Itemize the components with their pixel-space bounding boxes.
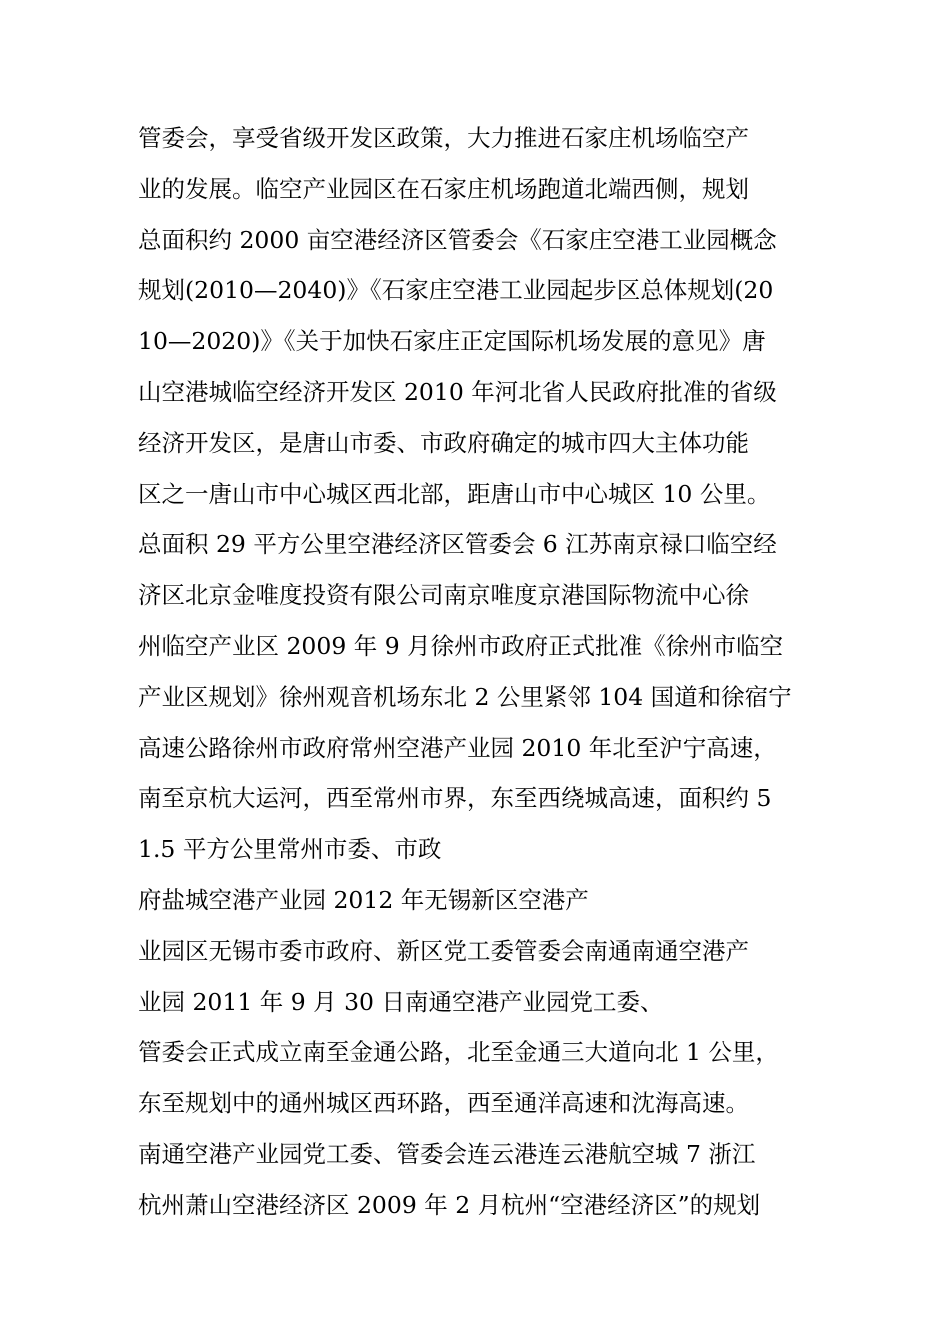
text-line: 南通空港产业园党工委、管委会连云港连云港航空城 7 浙江 (138, 1139, 756, 1168)
text-line: 业园区无锡市委市政府、新区党工委管委会南通南通空港产 (138, 936, 749, 965)
document-body (138, 113, 828, 1231)
text-line: 南至京杭大运河，西至常州市界，东至西绕城高速，面积约 5 (138, 784, 772, 813)
text-line: 经济开发区，是唐山市委、市政府确定的城市四大主体功能 (138, 428, 749, 457)
text-line: 管委会正式成立南至金通公路，北至金通三大道向北 1 公里， (138, 1038, 779, 1067)
text-line: 1.5 平方公里常州市委、市政 (138, 835, 442, 864)
text-line: 产业区规划》徐州观音机场东北 2 公里紧邻 104 国道和徐宿宁 (138, 682, 792, 711)
text-line: 业的发展。临空产业园区在石家庄机场跑道北端西侧，规划 (138, 174, 749, 203)
text-line: 管委会，享受省级开发区政策，大力推进石家庄机场临空产 (138, 124, 749, 152)
text-line: 山空港城临空经济开发区 2010 年河北省人民政府批准的省级 (138, 377, 777, 406)
text-line: 业园 2011 年 9 月 30 日南通空港产业园党工委、 (138, 987, 664, 1016)
text-line: 州临空产业区 2009 年 9 月徐州市政府正式批准《徐州市临空 (138, 631, 784, 660)
text-line: 东至规划中的通州城区西环路，西至通洋高速和沈海高速。 (138, 1089, 749, 1118)
text-line: 府盐城空港产业园 2012 年无锡新区空港产 (138, 885, 589, 914)
text-line: 规划(2010—2040)》《石家庄空港工业园起步区总体规划(20 (138, 276, 774, 305)
text-line: 济区北京金唯度投资有限公司南京唯度京港国际物流中心徐 (138, 581, 749, 610)
text-line: 总面积 29 平方公里空港经济区管委会 6 江苏南京禄口临空经 (138, 530, 777, 559)
text-line: 高速公路徐州市政府常州空港产业园 2010 年北至沪宁高速， (138, 733, 777, 762)
text-line: 区之一唐山市中心城区西北部，距唐山市中心城区 10 公里。 (138, 479, 771, 508)
text-line: 10—2020)》《关于加快石家庄正定国际机场发展的意见》唐 (138, 327, 766, 356)
text-line: 杭州萧山空港经济区 2009 年 2 月杭州“空港经济区”的规划 (138, 1190, 761, 1219)
text-line: 总面积约 2000 亩空港经济区管委会《石家庄空港工业园概念 (138, 225, 777, 254)
